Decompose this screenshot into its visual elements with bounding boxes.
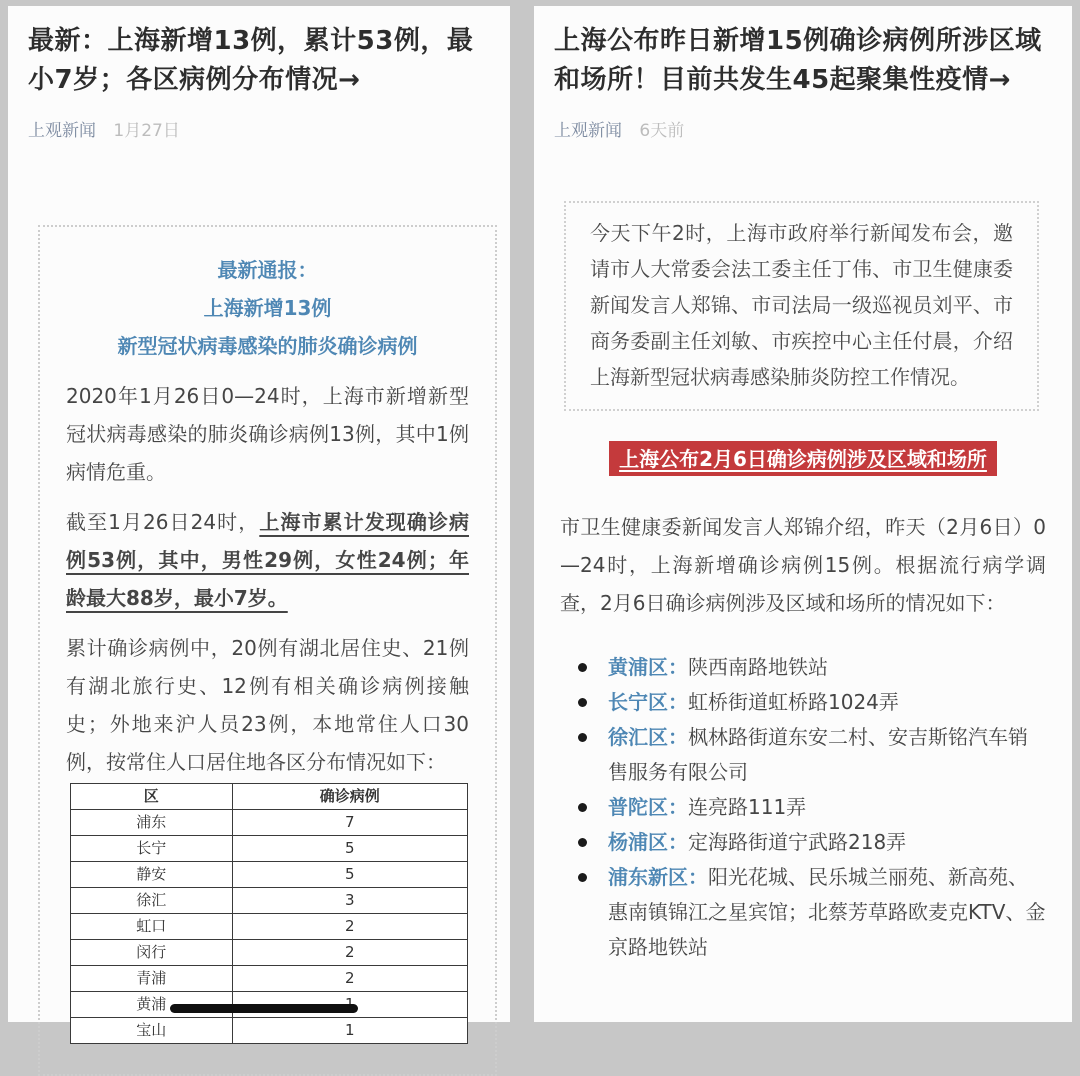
table-cell: 徐汇 <box>71 888 233 914</box>
table-row <box>71 966 468 992</box>
place-names: 枫林路街道东安二村、安吉斯铭汽车销售服务有限公司 <box>608 725 1028 784</box>
table-cell: 2 <box>232 914 467 940</box>
notice-heading-line: 最新通报： <box>217 258 318 282</box>
paragraph-2-underlined: 上海市累计发现确诊病例53例，其中，男性29例，女性24例；年龄最大88岁，最小7岁。 <box>66 510 469 610</box>
notice-paragraph-3: 累计确诊病例中，20例有湖北居住史、21例有湖北旅行史、12例有相关确诊病例接触史；外地来沪人员23例，本地常住人口30例，按常住人口居住地各区分布情况如下： <box>66 636 469 774</box>
table-row <box>71 888 468 914</box>
source-link[interactable]: 上观新闻 <box>554 121 622 141</box>
article-left-title[interactable]: 最新：上海新增13例，累计53例，最小7岁；各区病例分布情况→ <box>28 26 474 95</box>
table-cell: 2 <box>232 940 467 966</box>
table-cell: 5 <box>232 862 467 888</box>
table-cell: 宝山 <box>71 1018 233 1044</box>
table-column-header: 区 <box>71 784 233 810</box>
notice-heading-line: 上海新增13例 <box>203 296 332 320</box>
table-cell: 1 <box>232 1018 467 1044</box>
table-row <box>71 862 468 888</box>
table-row <box>71 940 468 966</box>
place-names: 定海路街道宁武路218弄 <box>688 830 907 854</box>
place-names: 陕西南路地铁站 <box>688 655 828 679</box>
table-row <box>71 810 468 836</box>
notice-heading <box>66 251 469 365</box>
table-cell: 虹口 <box>71 914 233 940</box>
source-link[interactable]: 上观新闻 <box>28 121 96 141</box>
notice-box <box>38 225 497 1076</box>
table-cell: 青浦 <box>71 966 233 992</box>
press-conference-intro-box: 今天下午2时，上海市政府举行新闻发布会，邀请市人大常委会法工委主任丁伟、市卫生健康委新闻发言人郑锦、市司法局一级巡视员刘平、市商务委副主任刘敏、市疾控中心主任付晨，介绍上海新型冠状病毒感染肺炎防控工作情况。 <box>564 201 1039 411</box>
section-banner-row <box>534 441 1072 476</box>
table-cell: 黄浦 <box>71 992 233 1018</box>
table-column-header: 确诊病例 <box>232 784 467 810</box>
location-item <box>578 720 1046 790</box>
table-cell: 5 <box>232 836 467 862</box>
table-cell: 浦东 <box>71 810 233 836</box>
notice-paragraph-2 <box>66 503 469 617</box>
table-row <box>71 1018 468 1044</box>
table-cell: 静安 <box>71 862 233 888</box>
publish-date: 6天前 <box>639 121 685 141</box>
district-table-wrap <box>66 783 469 1044</box>
table-cell: 闵行 <box>71 940 233 966</box>
district-name: 黄浦区： <box>608 655 688 679</box>
location-item <box>578 825 1046 860</box>
notice-heading-line: 新型冠状病毒感染的肺炎确诊病例 <box>117 334 418 358</box>
table-row <box>71 836 468 862</box>
district-name: 普陀区： <box>608 795 688 819</box>
table-cell: 3 <box>232 888 467 914</box>
location-item <box>578 650 1046 685</box>
epidemiology-paragraph: 市卫生健康委新闻发言人郑锦介绍，昨天（2月6日）0—24时，上海新增确诊病例15例。根据流行病学调查，2月6日确诊病例涉及区域和场所的情况如下： <box>560 515 1046 615</box>
table-row <box>71 914 468 940</box>
black-marker-stroke <box>170 1004 358 1013</box>
district-name: 浦东新区： <box>608 865 708 889</box>
red-banner-heading: 上海公布2月6日确诊病例涉及区域和场所 <box>609 441 997 476</box>
place-names: 阳光花城、民乐城兰丽苑、新高苑、惠南镇锦江之星宾馆；北蔡芳草路欧麦克KTV、金京路地铁站 <box>608 865 1046 959</box>
article-left <box>8 6 510 1039</box>
table-header-row <box>71 784 468 810</box>
location-item <box>578 860 1046 965</box>
location-list <box>578 650 1046 965</box>
district-name: 长宁区： <box>608 690 688 714</box>
location-item <box>578 685 1046 720</box>
article-right <box>534 6 1072 1022</box>
table-cell: 长宁 <box>71 836 233 862</box>
article-right-title[interactable]: 上海公布昨日新增15例确诊病例所涉区域和场所！目前共发生45起聚集性疫情→ <box>554 26 1042 95</box>
article-left-meta <box>28 116 490 141</box>
location-item <box>578 790 1046 825</box>
district-name: 徐汇区： <box>608 725 688 749</box>
paragraph-2-prefix: 截至1月26日24时， <box>66 510 260 534</box>
district-name: 杨浦区： <box>608 830 688 854</box>
publish-date: 1月27日 <box>113 121 180 141</box>
article-right-meta <box>554 116 1052 141</box>
table-cell: 7 <box>232 810 467 836</box>
place-names: 虹桥街道虹桥路1024弄 <box>688 690 899 714</box>
table-cell: 2 <box>232 966 467 992</box>
notice-paragraph-1: 2020年1月26日0—24时，上海市新增新型冠状病毒感染的肺炎确诊病例13例，其中1例病情危重。 <box>66 384 469 484</box>
place-names: 连亮路111弄 <box>688 795 807 819</box>
